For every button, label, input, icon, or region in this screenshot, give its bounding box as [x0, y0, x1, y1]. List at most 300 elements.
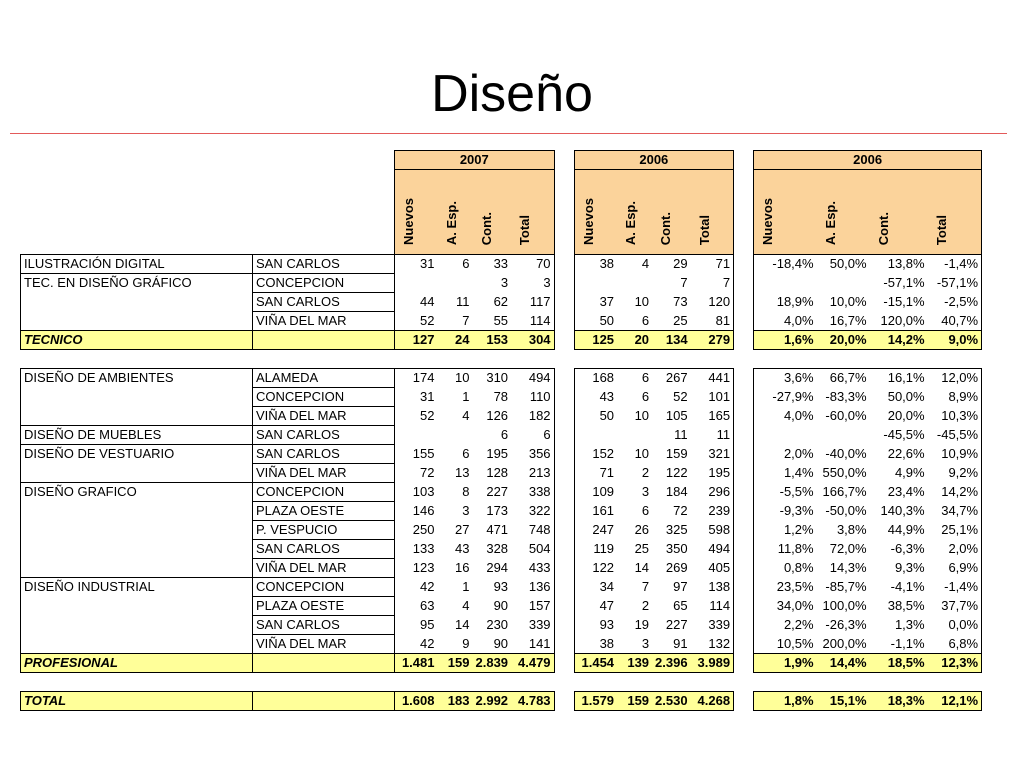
value-cell: -50,0% [825, 503, 867, 518]
career-cell: ILUSTRACIÓN DIGITAL [21, 255, 253, 274]
value-cell: 10,9% [928, 445, 982, 464]
campus-cell: VIÑA DEL MAR [253, 559, 395, 578]
value-cell: 6 [462, 446, 470, 461]
spacer-cell [473, 673, 512, 692]
group-gap [734, 293, 754, 312]
value-cell: 23,4% [887, 484, 925, 499]
value-cell: 95 [395, 616, 438, 635]
value-cell: 20,0% [887, 408, 925, 423]
value-cell: 78 [493, 389, 509, 404]
value-cell: 14,3% [829, 560, 867, 575]
value-cell: 350 [665, 541, 688, 556]
col-header: Total [928, 170, 982, 255]
value-cell: 153 [473, 331, 512, 350]
value-cell [438, 426, 473, 445]
spacer-cell [395, 350, 438, 369]
value-cell: 279 [691, 331, 734, 350]
spacer-cell [21, 673, 253, 692]
value-cell: 22,6% [887, 446, 925, 461]
value-cell: 12,3% [928, 654, 982, 673]
value-cell: 338 [511, 483, 554, 502]
campus-cell: SAN CARLOS [253, 426, 395, 445]
value-cell: 62 [493, 294, 509, 309]
value-cell: 27 [455, 522, 470, 537]
career-cell [21, 312, 253, 331]
value-cell: 4 [462, 598, 470, 613]
value-cell: -57,1% [883, 275, 925, 290]
value-cell: 127 [395, 331, 438, 350]
spacer-cell [691, 673, 734, 692]
value-cell: 13,8% [870, 255, 928, 274]
group-header-2007: 2007 [395, 151, 555, 170]
summary-label-fill [253, 331, 395, 350]
value-cell: 494 [511, 369, 554, 388]
value-cell [617, 426, 652, 445]
career-cell [21, 293, 253, 312]
table-row [21, 426, 982, 445]
value-cell: 50 [574, 312, 617, 331]
value-cell: 125 [574, 331, 617, 350]
group-gap [554, 521, 574, 540]
spacer-cell [817, 673, 870, 692]
value-cell: 173 [486, 503, 509, 518]
value-cell: 166,7% [822, 484, 867, 499]
value-cell: 8 [462, 484, 470, 499]
value-cell: 3 [462, 503, 470, 518]
spacer-cell [395, 673, 438, 692]
spacer-cell [574, 673, 617, 692]
value-cell: 9,3% [894, 560, 925, 575]
value-cell: 66,7% [817, 369, 870, 388]
value-cell: 25 [634, 541, 650, 556]
value-cell: 182 [511, 407, 554, 426]
value-cell: 50,0% [817, 255, 870, 274]
value-cell: 8,9% [928, 388, 982, 407]
value-cell: 2,0% [928, 540, 982, 559]
table-row [21, 388, 982, 407]
group-gap [554, 502, 574, 521]
value-cell: 120 [691, 293, 734, 312]
value-cell: 1,3% [894, 617, 925, 632]
value-cell: 7 [641, 579, 650, 594]
value-cell: 1.579 [574, 692, 617, 711]
value-cell: 7 [680, 275, 688, 290]
value-cell: 10 [634, 294, 650, 309]
value-cell: -1,4% [928, 255, 982, 274]
group-gap [554, 578, 574, 597]
spacer-cell [554, 673, 574, 692]
group-gap [734, 388, 754, 407]
value-cell: 339 [691, 616, 734, 635]
spacer-cell [617, 350, 652, 369]
value-cell: 157 [511, 597, 554, 616]
page-title: Diseño [431, 65, 593, 123]
value-cell: 4,0% [754, 312, 817, 331]
campus-cell: CONCEPCION [253, 483, 395, 502]
value-cell: 50 [574, 407, 617, 426]
value-cell: 16,1% [870, 369, 928, 388]
value-cell: 4,0% [754, 407, 817, 426]
value-cell: 52 [673, 389, 688, 404]
group-gap [734, 635, 754, 654]
group-header-variation: 2006 [754, 151, 982, 170]
value-cell: 16,7% [817, 312, 870, 331]
value-cell: 239 [691, 502, 734, 521]
value-cell: 100,0% [822, 598, 867, 613]
value-cell: -5,5% [754, 483, 817, 502]
value-cell: 14 [455, 617, 470, 632]
group-gap [734, 578, 754, 597]
value-cell: 6,8% [928, 635, 982, 654]
value-cell: 165 [691, 407, 734, 426]
value-cell: 43 [455, 541, 470, 556]
value-cell: 134 [652, 331, 691, 350]
value-cell: 23,5% [754, 578, 817, 597]
campus-cell: SAN CARLOS [253, 616, 395, 635]
group-gap [734, 616, 754, 635]
value-cell: 72 [395, 464, 438, 483]
value-cell: 155 [395, 445, 438, 464]
value-cell: 4,9% [894, 465, 925, 480]
value-cell: 81 [691, 312, 734, 331]
value-cell: 18,3% [870, 692, 928, 711]
group-gap [734, 654, 754, 673]
value-cell: 37 [574, 293, 617, 312]
value-cell: 16 [455, 560, 470, 575]
value-cell: 34,0% [754, 597, 817, 616]
value-cell: 174 [395, 369, 438, 388]
value-cell: 213 [511, 464, 554, 483]
value-cell: 550,0% [822, 465, 867, 480]
table-row [21, 293, 982, 312]
value-cell: 10,3% [928, 407, 982, 426]
value-cell: 4.479 [511, 654, 554, 673]
value-cell: 3,6% [754, 369, 817, 388]
table-row [21, 597, 982, 616]
group-gap [734, 464, 754, 483]
group-gap [554, 331, 574, 350]
value-cell: 325 [665, 522, 688, 537]
career-cell [21, 616, 253, 635]
value-cell: 471 [486, 522, 509, 537]
group-gap [554, 559, 574, 578]
col-header: A. Esp. [817, 170, 870, 255]
campus-cell: CONCEPCION [253, 274, 395, 293]
table-row [21, 464, 982, 483]
value-cell: 122 [665, 465, 688, 480]
career-cell [21, 635, 253, 654]
value-cell: -2,5% [928, 293, 982, 312]
value-cell: 598 [691, 521, 734, 540]
value-cell: -15,1% [883, 294, 925, 309]
value-cell: 14,2% [928, 483, 982, 502]
table-row [21, 616, 982, 635]
campus-cell: ALAMEDA [253, 369, 395, 388]
spacer-cell [734, 673, 754, 692]
value-cell: 230 [486, 617, 509, 632]
value-cell: -18,4% [754, 255, 817, 274]
career-cell [21, 502, 253, 521]
campus-cell: VIÑA DEL MAR [253, 635, 395, 654]
value-cell: 114 [691, 597, 734, 616]
spacer-cell [870, 350, 928, 369]
value-cell: 3,8% [836, 522, 867, 537]
value-cell: 139 [617, 654, 652, 673]
group-gap [734, 597, 754, 616]
value-cell: 13 [455, 465, 470, 480]
spacer-cell [617, 673, 652, 692]
table-row [21, 312, 982, 331]
value-cell: 6,9% [928, 559, 982, 578]
col-header: Nuevos [574, 170, 617, 255]
value-cell: 43 [574, 388, 617, 407]
career-cell: TEC. EN DISEÑO GRÁFICO [21, 274, 253, 293]
value-cell [395, 274, 438, 293]
group-gap [734, 331, 754, 350]
value-cell: 70 [511, 255, 554, 274]
value-cell [754, 426, 817, 445]
value-cell: 6 [641, 389, 650, 404]
value-cell: 42 [395, 635, 438, 654]
table-row [21, 369, 982, 388]
group-gap [554, 255, 574, 274]
group-gap [554, 312, 574, 331]
value-cell: 25 [652, 312, 691, 331]
value-cell: 10 [634, 446, 650, 461]
value-cell: 38,5% [887, 598, 925, 613]
value-cell: 2 [641, 598, 650, 613]
value-cell: 114 [511, 312, 554, 331]
value-cell: 195 [486, 446, 509, 461]
value-cell: -6,3% [890, 541, 925, 556]
spacer-cell [473, 350, 512, 369]
title-divider [10, 133, 1007, 134]
header-columns-row [21, 170, 982, 255]
value-cell: 195 [691, 464, 734, 483]
value-cell: 132 [691, 635, 734, 654]
col-header: Nuevos [754, 170, 817, 255]
value-cell: 140,3% [880, 503, 925, 518]
summary-label: PROFESIONAL [21, 654, 253, 673]
group-gap [554, 464, 574, 483]
group-gap [554, 654, 574, 673]
spacer-cell [652, 673, 691, 692]
value-cell: 133 [395, 540, 438, 559]
summary-label-fill [253, 654, 395, 673]
value-cell: 494 [691, 540, 734, 559]
col-header: Nuevos [395, 170, 438, 255]
spacer-cell [253, 673, 395, 692]
value-cell: 6 [641, 503, 650, 518]
value-cell: 97 [673, 579, 688, 594]
value-cell: 159 [438, 654, 473, 673]
spacer-cell [21, 350, 253, 369]
group-gap [554, 293, 574, 312]
value-cell: 200,0% [817, 635, 870, 654]
value-cell: 72 [673, 503, 688, 518]
summary-row [21, 331, 982, 350]
col-header: Total [691, 170, 734, 255]
value-cell: 93 [493, 579, 509, 594]
spacer-cell [554, 350, 574, 369]
value-cell: 38 [574, 635, 617, 654]
career-cell [21, 597, 253, 616]
value-cell: 3 [617, 635, 652, 654]
spacer-row [21, 673, 982, 692]
value-cell: 1.608 [395, 692, 438, 711]
spacer-cell [870, 673, 928, 692]
spacer-cell [928, 350, 982, 369]
value-cell: 117 [511, 293, 554, 312]
value-cell: 6 [438, 255, 473, 274]
value-cell: 44 [395, 293, 438, 312]
table-row [21, 407, 982, 426]
value-cell: 11 [674, 427, 688, 442]
value-cell [817, 426, 870, 445]
value-cell: 38 [574, 255, 617, 274]
value-cell: 294 [486, 560, 509, 575]
value-cell: 4 [617, 255, 652, 274]
value-cell: 328 [486, 541, 509, 556]
value-cell: 136 [511, 578, 554, 597]
career-cell [21, 540, 253, 559]
total-row [21, 692, 982, 711]
spacer-cell [438, 350, 473, 369]
campus-cell: SAN CARLOS [253, 293, 395, 312]
spacer-cell [511, 350, 554, 369]
total-label: TOTAL [21, 692, 253, 711]
career-cell [21, 407, 253, 426]
table-row [21, 502, 982, 521]
group-gap [734, 407, 754, 426]
value-cell: 152 [574, 445, 617, 464]
value-cell: 33 [473, 255, 512, 274]
value-cell: 161 [574, 502, 617, 521]
spacer-cell [817, 350, 870, 369]
career-cell: DISEÑO DE MUEBLES [21, 426, 253, 445]
value-cell: 2,0% [754, 445, 817, 464]
value-cell: 1,6% [754, 331, 817, 350]
value-cell: 441 [691, 369, 734, 388]
value-cell [817, 274, 870, 293]
value-cell: 504 [511, 540, 554, 559]
col-header: Cont. [473, 170, 512, 255]
table-row [21, 635, 982, 654]
value-cell: 18,9% [754, 293, 817, 312]
spacer-cell [652, 350, 691, 369]
value-cell: 159 [665, 446, 688, 461]
col-header: Total [511, 170, 554, 255]
col-header: Cont. [870, 170, 928, 255]
group-gap [734, 445, 754, 464]
spacer-cell [754, 350, 817, 369]
value-cell: 120,0% [870, 312, 928, 331]
value-cell: -45,5% [928, 426, 982, 445]
value-cell: 18,5% [870, 654, 928, 673]
value-cell [574, 274, 617, 293]
value-cell: 405 [691, 559, 734, 578]
value-cell: 93 [574, 616, 617, 635]
value-cell: 20 [617, 331, 652, 350]
value-cell: 14,2% [870, 331, 928, 350]
value-cell: 10 [634, 408, 650, 423]
table-row [21, 445, 982, 464]
value-cell: 34,7% [928, 502, 982, 521]
value-cell: 2 [641, 465, 650, 480]
spacer-cell [253, 350, 395, 369]
group-gap [554, 483, 574, 502]
value-cell: 119 [574, 540, 617, 559]
value-cell: 14,4% [817, 654, 870, 673]
value-cell: 227 [486, 484, 509, 499]
value-cell: 3 [500, 275, 509, 290]
value-cell: 103 [395, 483, 438, 502]
value-cell: 146 [395, 502, 438, 521]
value-cell: -26,3% [825, 617, 867, 632]
value-cell: 90 [473, 635, 512, 654]
value-cell: 1,8% [754, 692, 817, 711]
value-cell: 65 [673, 598, 688, 613]
value-cell: 123 [395, 559, 438, 578]
spacer-cell [928, 673, 982, 692]
value-cell: 73 [673, 294, 688, 309]
value-cell: 1,9% [754, 654, 817, 673]
value-cell: 2,2% [754, 616, 817, 635]
spacer-cell [574, 350, 617, 369]
value-cell: 52 [395, 312, 438, 331]
value-cell: 11 [691, 426, 734, 445]
value-cell: -40,0% [825, 446, 867, 461]
value-cell: 42 [395, 578, 438, 597]
value-cell: 50,0% [887, 389, 925, 404]
value-cell: 55 [473, 312, 512, 331]
value-cell: 52 [395, 407, 438, 426]
value-cell: -1,4% [928, 578, 982, 597]
value-cell: 71 [574, 464, 617, 483]
value-cell: 31 [395, 255, 438, 274]
value-cell: 304 [511, 331, 554, 350]
spacer-cell [438, 673, 473, 692]
value-cell: -60,0% [825, 408, 867, 423]
value-cell: 433 [511, 559, 554, 578]
value-cell: 19 [634, 617, 650, 632]
campus-cell: CONCEPCION [253, 578, 395, 597]
value-cell: 63 [395, 597, 438, 616]
campus-cell: CONCEPCION [253, 388, 395, 407]
value-cell: 14 [634, 560, 650, 575]
total-label-fill [253, 692, 395, 711]
value-cell: 7 [438, 312, 473, 331]
value-cell: -27,9% [754, 388, 817, 407]
enrollment-table [20, 150, 982, 711]
value-cell: 9 [438, 635, 473, 654]
table-row [21, 274, 982, 293]
value-cell: 24 [438, 331, 473, 350]
value-cell [617, 274, 652, 293]
col-header: Cont. [652, 170, 691, 255]
career-cell: DISEÑO DE VESTUARIO [21, 445, 253, 464]
value-cell: 250 [395, 521, 438, 540]
value-cell: 6 [617, 369, 652, 388]
value-cell: 11 [456, 294, 470, 309]
value-cell: 37,7% [928, 597, 982, 616]
value-cell: 339 [511, 616, 554, 635]
career-cell: DISEÑO GRAFICO [21, 483, 253, 502]
value-cell: 4.783 [511, 692, 554, 711]
table-row [21, 578, 982, 597]
value-cell: 6 [617, 312, 652, 331]
value-cell: 9,2% [928, 464, 982, 483]
